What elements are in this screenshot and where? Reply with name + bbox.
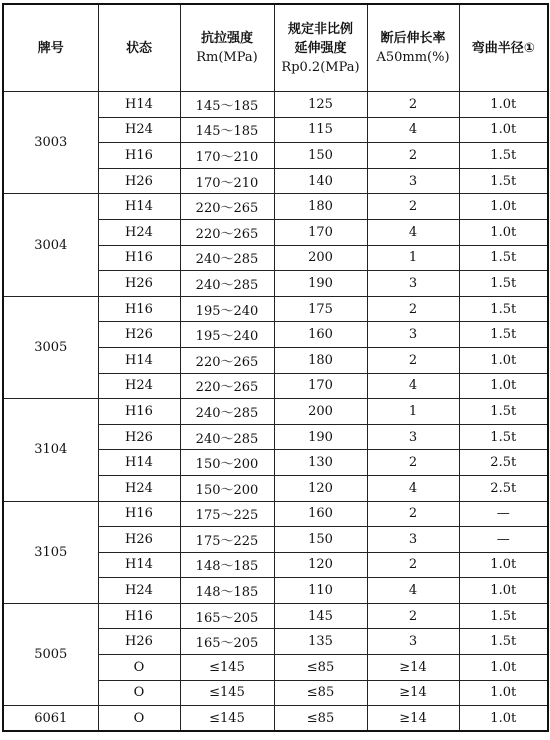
temper-cell: H26 [98,168,180,194]
yield-strength-cell: 125 [274,92,367,118]
bend-radius-cell: 2.5t [459,475,548,501]
table-row [3,296,548,322]
yield-strength-cell: 115 [274,117,367,143]
bend-radius-cell: 1.5t [459,143,548,169]
yield-strength-cell: 130 [274,450,367,476]
table-row [3,706,548,732]
temper-cell: H24 [98,475,180,501]
header-tensile-line2: Rm(MPa) [196,50,258,65]
elongation-cell: 4 [367,578,459,604]
header-elongation-line2: A50mm(%) [376,50,450,65]
tensile-strength-cell: 240～285 [180,399,274,425]
elongation-cell: 4 [367,373,459,399]
temper-cell: H24 [98,578,180,604]
bend-radius-cell: 1.5t [459,322,548,348]
elongation-cell: 2 [367,603,459,629]
tensile-strength-cell: ≤145 [180,655,274,681]
elongation-cell: 4 [367,219,459,245]
temper-cell: H14 [98,92,180,118]
header-yield-line2: 延伸强度 [294,40,347,56]
temper-cell: H26 [98,629,180,655]
elongation-cell: 2 [367,143,459,169]
elongation-cell: 3 [367,271,459,297]
temper-cell: H26 [98,271,180,297]
table-body [3,92,548,732]
tensile-strength-cell: 195～240 [180,296,274,322]
elongation-cell: 2 [367,296,459,322]
header-yield-line1: 规定非比例 [287,21,353,37]
temper-cell: H24 [98,373,180,399]
elongation-cell: 4 [367,117,459,143]
table-row [3,194,548,220]
bend-radius-cell: 1.5t [459,245,548,271]
temper-cell: O [98,655,180,681]
elongation-cell: 4 [367,475,459,501]
table-row [3,399,548,425]
tensile-strength-cell: 148～185 [180,552,274,578]
header-tensile [180,4,274,92]
elongation-cell: 2 [367,501,459,527]
elongation-cell: 1 [367,245,459,271]
yield-strength-cell: 175 [274,296,367,322]
header-grade: 牌号 [3,4,98,92]
tensile-strength-cell: 220～265 [180,373,274,399]
header-tensile-line1: 抗拉强度 [200,31,253,46]
grade-cell: 5005 [3,603,98,705]
bend-radius-cell: — [459,501,548,527]
table-wrapper [2,3,549,732]
bend-radius-cell: 1.5t [459,399,548,425]
elongation-cell: 3 [367,424,459,450]
grade-cell: 3005 [3,296,98,398]
yield-strength-cell: ≤85 [274,706,367,732]
elongation-cell: 3 [367,322,459,348]
tensile-strength-cell: 240～285 [180,271,274,297]
elongation-cell: 1 [367,399,459,425]
yield-strength-cell: 190 [274,424,367,450]
elongation-cell: 2 [367,92,459,118]
yield-strength-cell: 200 [274,399,367,425]
bend-radius-cell: 1.0t [459,578,548,604]
bend-radius-cell: 1.5t [459,168,548,194]
temper-cell: H24 [98,117,180,143]
bend-radius-cell: 1.0t [459,552,548,578]
bend-radius-cell: — [459,527,548,553]
table-header [3,4,548,92]
yield-strength-cell: ≤85 [274,655,367,681]
tensile-strength-cell: 170～210 [180,168,274,194]
table-row [3,501,548,527]
yield-strength-cell: 110 [274,578,367,604]
properties-table [2,3,549,732]
tensile-strength-cell: 175～225 [180,527,274,553]
temper-cell: H26 [98,527,180,553]
bend-radius-cell: 1.0t [459,347,548,373]
yield-strength-cell: 120 [274,552,367,578]
table-row [3,92,548,118]
bend-radius-cell: 1.0t [459,373,548,399]
tensile-strength-cell: 220～265 [180,194,274,220]
grade-cell: 3004 [3,194,98,296]
elongation-cell: 2 [367,347,459,373]
yield-strength-cell: 135 [274,629,367,655]
tensile-strength-cell: 150～200 [180,450,274,476]
tensile-strength-cell: 175～225 [180,501,274,527]
elongation-cell: 2 [367,552,459,578]
tensile-strength-cell: 170～210 [180,143,274,169]
temper-cell: H16 [98,143,180,169]
elongation-cell: 2 [367,194,459,220]
yield-strength-cell: 160 [274,322,367,348]
elongation-cell: 2 [367,450,459,476]
tensile-strength-cell: 145～185 [180,92,274,118]
yield-strength-cell: 120 [274,475,367,501]
yield-strength-cell: 170 [274,373,367,399]
bend-radius-cell: 1.5t [459,271,548,297]
bend-radius-cell: 1.0t [459,92,548,118]
bend-radius-cell: 1.0t [459,194,548,220]
yield-strength-cell: 150 [274,143,367,169]
temper-cell: H24 [98,219,180,245]
tensile-strength-cell: 220～265 [180,219,274,245]
tensile-strength-cell: 240～285 [180,245,274,271]
bend-radius-cell: 1.0t [459,117,548,143]
grade-cell: 3105 [3,501,98,603]
yield-strength-cell: ≤85 [274,680,367,706]
tensile-strength-cell: 220～265 [180,347,274,373]
tensile-strength-cell: 165～205 [180,629,274,655]
grade-cell: 3104 [3,399,98,501]
yield-strength-cell: 160 [274,501,367,527]
bend-radius-cell: 2.5t [459,450,548,476]
header-row [3,4,548,92]
temper-cell: H16 [98,501,180,527]
tensile-strength-cell: ≤145 [180,680,274,706]
yield-strength-cell: 180 [274,347,367,373]
bend-radius-cell: 1.0t [459,706,548,732]
yield-strength-cell: 145 [274,603,367,629]
tensile-strength-cell: 148～185 [180,578,274,604]
temper-cell: H26 [98,424,180,450]
temper-cell: H16 [98,399,180,425]
temper-cell: H14 [98,450,180,476]
tensile-strength-cell: 145～185 [180,117,274,143]
grade-cell: 3003 [3,92,98,194]
header-yield-line3: Rp0.2(MPa) [281,59,360,75]
elongation-cell: 3 [367,527,459,553]
bend-radius-cell: 1.5t [459,424,548,450]
bend-radius-cell: 1.0t [459,219,548,245]
header-elongation-line1: 断后伸长率 [380,31,446,46]
temper-cell: H14 [98,194,180,220]
yield-strength-cell: 170 [274,219,367,245]
temper-cell: O [98,706,180,732]
temper-cell: H16 [98,245,180,271]
grade-cell: 6061 [3,706,98,732]
elongation-cell: ≥14 [367,655,459,681]
header-bend-radius: 弯曲半径① [459,4,548,92]
tensile-strength-cell: 150～200 [180,475,274,501]
header-temper: 状态 [98,4,180,92]
yield-strength-cell: 140 [274,168,367,194]
header-yield [274,4,367,92]
temper-cell: H16 [98,296,180,322]
yield-strength-cell: 180 [274,194,367,220]
elongation-cell: ≥14 [367,680,459,706]
bend-radius-cell: 1.5t [459,296,548,322]
yield-strength-cell: 200 [274,245,367,271]
elongation-cell: 3 [367,629,459,655]
yield-strength-cell: 150 [274,527,367,553]
tensile-strength-cell: ≤145 [180,706,274,732]
header-elongation [367,4,459,92]
tensile-strength-cell: 240～285 [180,424,274,450]
elongation-cell: 3 [367,168,459,194]
bend-radius-cell: 1.5t [459,603,548,629]
tensile-strength-cell: 195～240 [180,322,274,348]
bend-radius-cell: 1.0t [459,655,548,681]
temper-cell: H14 [98,552,180,578]
temper-cell: O [98,680,180,706]
bend-radius-cell: 1.0t [459,680,548,706]
tensile-strength-cell: 165～205 [180,603,274,629]
temper-cell: H16 [98,603,180,629]
table-row [3,603,548,629]
yield-strength-cell: 190 [274,271,367,297]
elongation-cell: ≥14 [367,706,459,732]
bend-radius-cell: 1.5t [459,629,548,655]
temper-cell: H14 [98,347,180,373]
temper-cell: H26 [98,322,180,348]
